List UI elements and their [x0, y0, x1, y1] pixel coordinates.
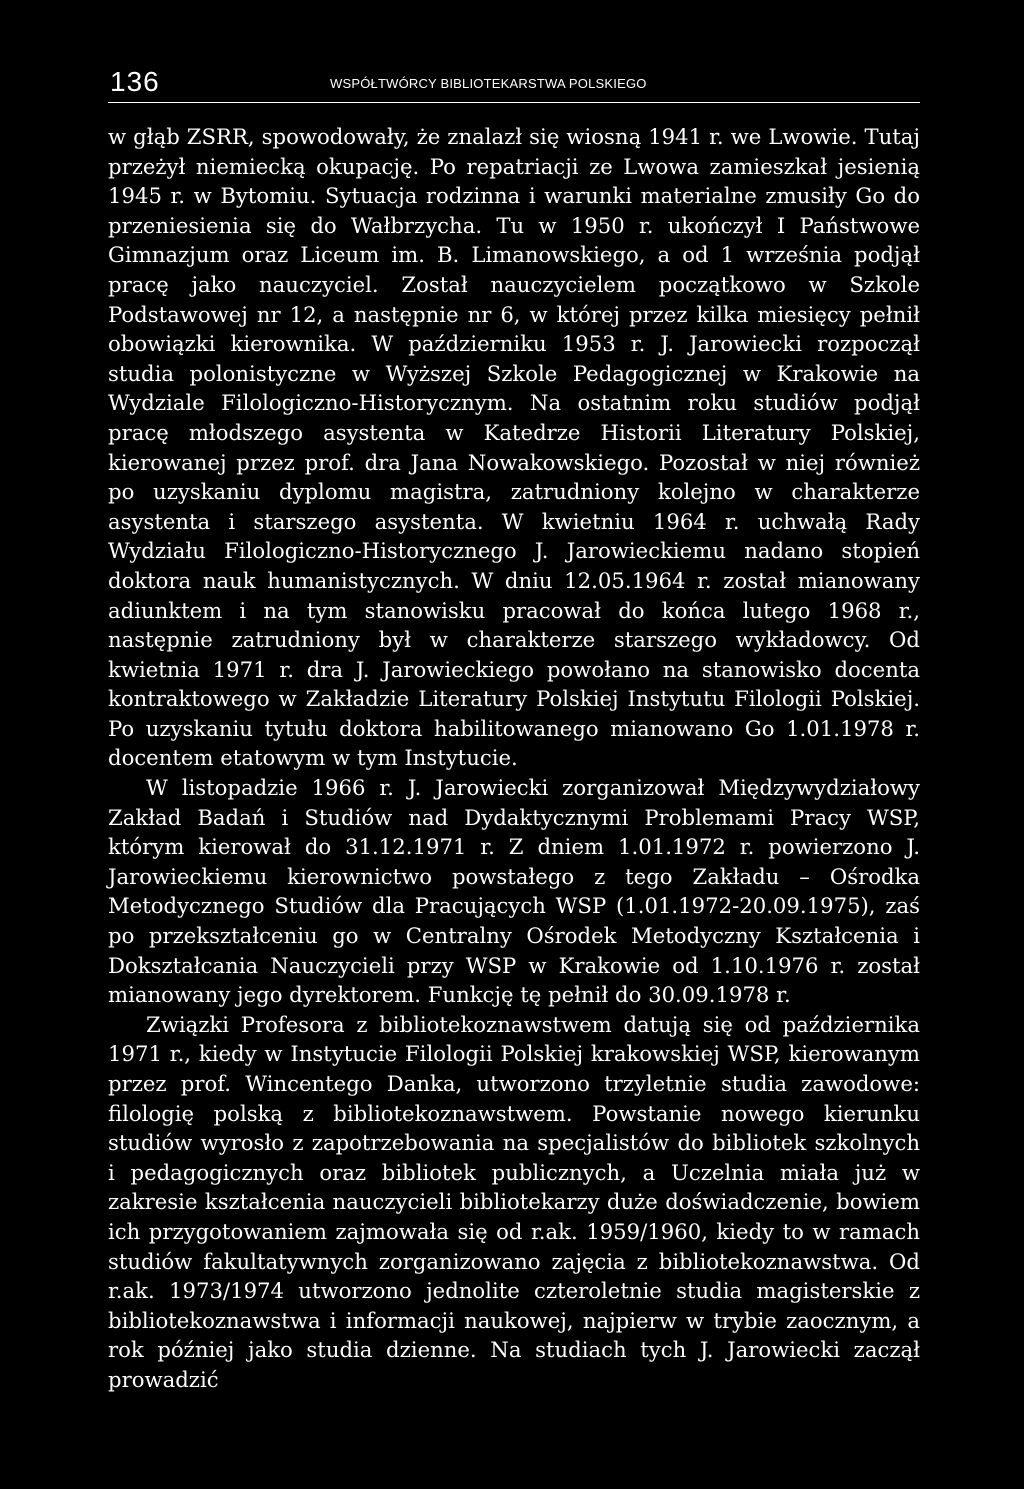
page-header: [108, 62, 920, 103]
paragraph-3: Związki Profesora z bibliotekoznawstwem datują się od października 1971 r., kiedy w Instytucie Filologii Polskiej krakowskiej WSP, kierowanym przez prof. Wincentego Danka, utworzono trzyletnie studia zawodowe: filologię polską z bibliotekoznawstwem. Powstanie nowego kierunku studiów wyrosło z zapotrzebowania na specjalistów do bibliotek szkolnych i pedagogicznych oraz bibliotek publicznych, a Uczelnia miała już w zakresie kształcenia nauczycieli bibliotekarzy duże doświadczenie, bowiem ich przygotowaniem zajmowała się od r.ak. 1959/1960, kiedy to w ramach studiów fakultatywnych zorganizowano zajęcia z bibliotekoznawstwa. Od r.ak. 1973/1974 utworzono jednolite czteroletnie studia magisterskie z bibliotekoznawstwa i informacji naukowej, najpierw w trybie zaocznym, a rok później jako studia dzienne. Na studiach tych J. Jarowiecki zaczął prowadzić: [108, 1011, 920, 1392]
paragraph-1: w głąb ZSRR, spowodowały, że znalazł się wiosną 1941 r. we Lwowie. Tutaj przeżył niemiecką okupację. Po repatriacji ze Lwowa zamieszkał jesienią 1945 r. w Bytomiu. Sytuacja rodzinna i warunki materialne zmusiły Go do przeniesienia się do Wałbrzycha. Tu w 1950 r. ukończył I Państwowe Gimnazjum oraz Liceum im. B. Limanowskiego, a od 1 września podjął pracę jako nauczyciel. Został nauczycielem początkowo w Szkole Podstawowej nr 12, a następnie nr 6, w której przez kilka miesięcy pełnił obowiązki kierownika. W październiku 1953 r. J. Jarowiecki rozpoczął studia polonistyczne w Wyższej Szkole Pedagogicznej w Krakowie na Wydziale Filologiczno-Historycznym. Na ostatnim roku studiów podjął pracę młodszego asystenta w Katedrze Historii Literatury Polskiej, kierowanej przez prof. dra Jana Nowakowskiego. Pozostał w niej również po uzyskaniu dyplomu magistra, zatrudniony kolejno w charakterze asystenta i starszego asystenta. W kwietniu 1964 r. uchwałą Rady Wydziału Filologiczno-Historycznego J. Jarowieckiemu nadano stopień doktora nauk humanistycznych. W dniu 12.05.1964 r. został mianowany adiunktem i na tym stanowisku pracował do końca lutego 1968 r., następnie zatrudniony był w charakterze starszego wykładowcy. Od kwietnia 1971 r. dra J. Jarowieckiego powołano na stanowisko docenta kontraktowego w Zakładzie Literatury Polskiej Instytutu Filologii Polskiej. Po uzyskaniu tytułu doktora habilitowanego mianowano Go 1.01.1978 r. docentem etatowym w tym Instytucie.: [108, 124, 920, 771]
document-page: [108, 0, 920, 1489]
body-text: [108, 122, 920, 1395]
running-title: WSPÓŁTWÓRCY BIBLIOTEKARSTWA POLSKIEGO: [330, 76, 647, 91]
page-number: 136: [110, 66, 160, 97]
paragraph-2: W listopadzie 1966 r. J. Jarowiecki zorganizował Międzywydziałowy Zakład Badań i Studiów nad Dydaktycznymi Problemami Pracy WSP, którym kierował do 31.12.1971 r. Z dniem 1.01.1972 r. powierzono J. Jarowieckiemu kierownictwo powstałego z tego Zakładu – Ośrodka Metodycznego Studiów dla Pracujących WSP (1.01.1972-20.09.1975), zaś po przekształceniu go w Centralny Ośrodek Metodyczny Kształcenia i Dokształcania Nauczycieli przy WSP w Krakowie od 1.10.1976 r. został mianowany jego dyrektorem. Funkcję tę pełnił do 30.09.1978 r.: [108, 775, 920, 1008]
